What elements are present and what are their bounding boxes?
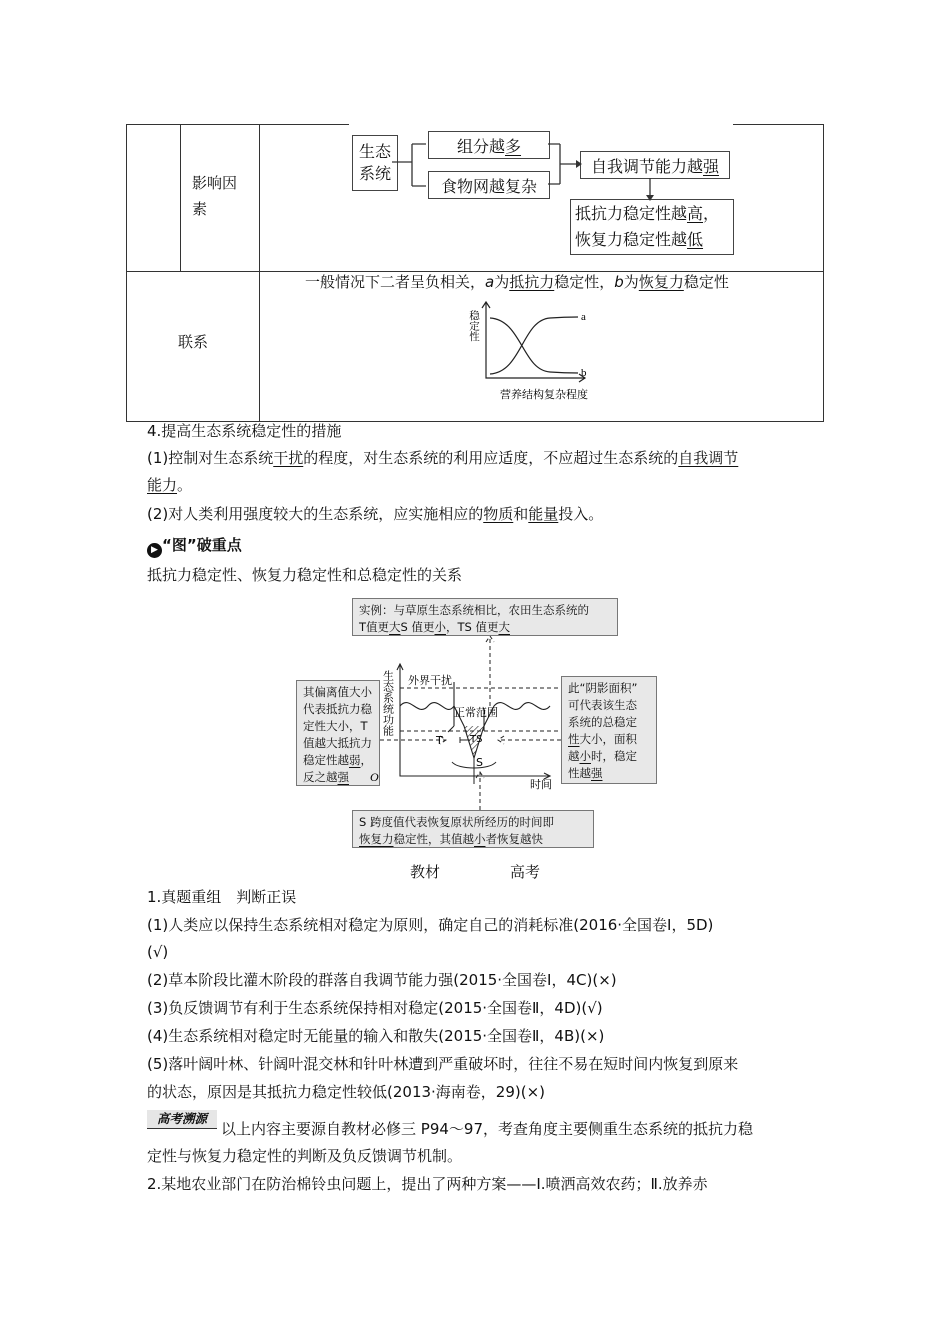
- left-l5: 稳定性越: [303, 753, 349, 767]
- source-text-cont: 定性与恢复力稳定性的判断及负反馈调节机制。: [147, 1147, 463, 1165]
- fig-disturb: 外界干扰: [408, 674, 452, 687]
- figure-right-box: [561, 676, 657, 784]
- table-top-right: [733, 124, 823, 125]
- stability-figure: [370, 636, 570, 812]
- fig-TS: TS: [470, 734, 483, 745]
- p2-t3: 投入。: [558, 505, 604, 523]
- right-l1: 此“阴影面积”: [568, 681, 638, 695]
- right-l4: 大小，面积: [579, 732, 637, 746]
- top-box-line1: 实例：与草原生态系统相比，农田生态系统的: [359, 603, 589, 617]
- p1-t1: (1)控制对生态系统: [147, 449, 274, 467]
- figure-subtitle: 抵抗力稳定性、恢复力稳定性和总稳定性的关系: [147, 566, 463, 584]
- box-result: [570, 199, 734, 255]
- fig-T: T: [436, 734, 443, 747]
- fig-ylabel: 生态系统功能: [381, 670, 395, 736]
- section4-p2: [147, 501, 812, 528]
- question-2-title: 2.某地农业部门在防治棉铃虫问题上，提出了两种方案——Ⅰ.喷洒高效农药；Ⅱ.放养赤: [147, 1175, 708, 1193]
- question-1: (1)人类应以保持生态系统相对稳定为原则，确定自己的消耗标准(2016·全国卷Ⅰ，5D): [147, 916, 714, 934]
- graph-label-b: b: [581, 367, 587, 379]
- result-line1-text: 抵抗力稳定性越: [575, 204, 688, 223]
- p1-t2: 的程度，对生态系统的利用应适度，不应超过生态系统的: [303, 449, 679, 467]
- figure-top-box: [352, 598, 618, 636]
- section4-title: 4.提高生态系统稳定性的措施: [147, 422, 342, 440]
- p2-t2: 和: [513, 505, 529, 523]
- questions-title: 1.真题重组 判断正误: [147, 888, 297, 906]
- relation-text: [305, 271, 729, 293]
- right-l3: 系统的总稳定: [568, 715, 637, 729]
- bottom-l1: S 跨度值代表恢复原状所经历的时间即: [359, 815, 554, 829]
- top-t3: ，TS 值更: [446, 620, 499, 634]
- top-t2: S 值更: [400, 620, 435, 634]
- table-right-border: [823, 124, 824, 422]
- question-4: (4)生态系统相对稳定时无能量的输入和散失(2015·全国卷Ⅱ，4B)(×): [147, 1027, 605, 1045]
- table-col2: [259, 124, 260, 422]
- right-small: 小: [579, 749, 591, 763]
- play-circle-icon: ▶: [147, 543, 162, 558]
- fig-S: S: [476, 756, 483, 769]
- relation-b: b: [614, 273, 624, 291]
- section4-p1: [147, 445, 812, 472]
- bottom-t1: 稳定性，其值越: [393, 832, 474, 846]
- curve-a: [490, 317, 578, 374]
- table-top-left: [126, 124, 349, 125]
- question-3: (3)负反馈调节有利于生态系统保持相对稳定(2015·全国卷Ⅱ，4D)(√): [147, 999, 603, 1017]
- relation-t4: 为: [623, 273, 639, 291]
- right-l5: 时，稳定: [591, 749, 637, 763]
- result-high: 高: [687, 204, 704, 223]
- relation-t2: 为: [494, 273, 510, 291]
- top-big2: 大: [498, 620, 510, 634]
- left-weak: 弱: [349, 753, 361, 767]
- fig-origin: O: [370, 770, 379, 784]
- relation-resilience: 恢复力: [638, 273, 684, 291]
- section4-p1-cont: [147, 472, 812, 499]
- question-1-cont: (√): [147, 943, 169, 961]
- row-label-relation: 联系: [178, 333, 209, 351]
- p2-material: 物质: [483, 505, 514, 523]
- caption-right: 高考: [510, 863, 541, 881]
- self-reg-text: 自我调节能力越: [590, 156, 703, 176]
- table-col1: [180, 124, 181, 272]
- stability-graph: [460, 298, 630, 408]
- relation-resistance: 抵抗力: [509, 273, 555, 291]
- bottom-t2: 者恢复越快: [485, 832, 543, 846]
- figure-badge: [147, 535, 242, 558]
- bottom-small: 小: [474, 832, 486, 846]
- source-badge: 高考溯源: [147, 1110, 217, 1129]
- source-text: 以上内容主要源自教材必修三 P94～97，考查角度主要侧重生态系统的抵抗力稳: [221, 1120, 753, 1138]
- p1-selfreg: 自我调节: [678, 449, 739, 467]
- box-ecosystem: 生态系统: [352, 135, 398, 191]
- self-reg-strong: 强: [703, 156, 720, 176]
- p1-ability: 能力: [147, 476, 178, 494]
- left-l1: 其偏离值大小: [303, 685, 372, 699]
- figure-bottom-box: [352, 810, 594, 848]
- result-comma: ，: [703, 204, 720, 223]
- figure-left-box: [296, 680, 380, 786]
- left-comma: ，: [360, 753, 372, 767]
- left-l3: 定性大小，T: [303, 719, 368, 733]
- p1-disturbance: 干扰: [273, 449, 304, 467]
- question-5-cont: 的状态，原因是其抵抗力稳定性较低(2013·海南卷，29)(×): [147, 1083, 546, 1101]
- result-low: 低: [687, 230, 704, 249]
- components-text: 组分越: [456, 136, 505, 156]
- top-big1: 大: [389, 620, 401, 634]
- graph-ylabel: 稳定性: [468, 310, 480, 342]
- right-l6: 性越: [568, 766, 591, 780]
- components-more: 多: [505, 136, 522, 156]
- relation-t5: 稳定性: [683, 273, 729, 291]
- left-l4: 值越大抵抗力: [303, 736, 372, 750]
- relation-t3: 稳定性，: [554, 273, 615, 291]
- result-line2-text: 恢复力稳定性越: [575, 230, 688, 249]
- left-l2: 代表抵抗力稳: [303, 702, 372, 716]
- p2-t1: (2)对人类利用强度较大的生态系统，应实施相应的: [147, 505, 484, 523]
- top-small: 小: [434, 620, 446, 634]
- right-yue: 越: [568, 749, 580, 763]
- right-strong: 强: [591, 766, 603, 780]
- relation-t1: 一般情况下二者呈负相关，: [305, 273, 486, 291]
- box-foodweb: 食物网越复杂: [428, 171, 550, 199]
- fig-xlabel: 时间: [530, 778, 552, 791]
- question-5: (5)落叶阔叶林、针阔叶混交林和针叶林遭到严重破坏时，往往不易在短时间内恢复到原来: [147, 1055, 739, 1073]
- graph-label-a: a: [581, 311, 586, 323]
- right-l2: 可代表该生态: [568, 698, 637, 712]
- row-label-factors: 影响因素: [192, 174, 238, 218]
- relation-a: a: [485, 273, 495, 291]
- bottom-resilience: 恢复力: [359, 832, 394, 846]
- top-t1: T值更: [359, 620, 390, 634]
- question-2: (2)草本阶段比灌木阶段的群落自我调节能力强(2015·全国卷Ⅰ，4C)(×): [147, 971, 617, 989]
- fig-normal: 正常范围: [454, 706, 498, 719]
- right-xing: 性: [568, 732, 580, 746]
- graph-xlabel: 营养结构复杂程度: [500, 388, 588, 401]
- p1-period: 。: [177, 476, 193, 494]
- left-strong: 强: [337, 770, 349, 784]
- caption-left: 教材: [410, 863, 441, 881]
- table-left-border: [126, 124, 127, 422]
- diagram-connectors: [340, 125, 740, 205]
- left-l6: 反之越: [303, 770, 338, 784]
- p2-energy: 能量: [528, 505, 559, 523]
- badge-text: “图”破重点: [162, 536, 242, 554]
